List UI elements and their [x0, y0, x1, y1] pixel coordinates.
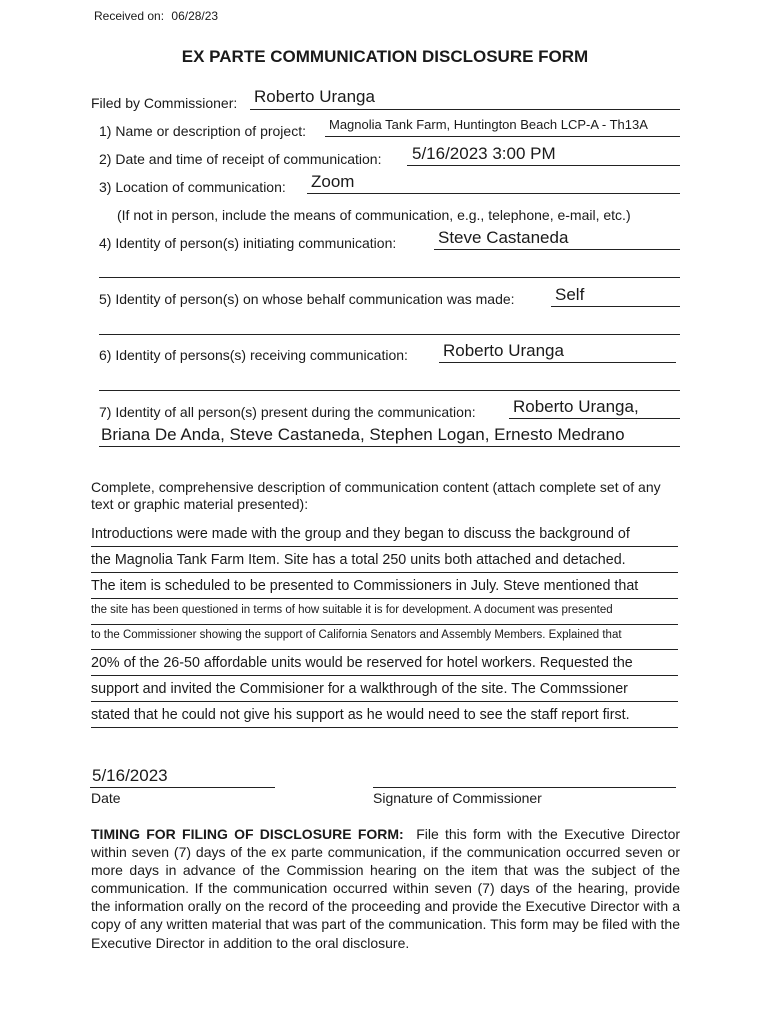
behalf-line — [551, 306, 680, 307]
description-line-1[interactable]: Introductions were made with the group and they began to discuss the background of — [91, 526, 630, 542]
project-label: 1) Name or description of project: — [99, 123, 306, 139]
signature-date-value[interactable]: 5/16/2023 — [92, 766, 168, 785]
description-rule — [91, 727, 678, 728]
description-line-3[interactable]: The item is scheduled to be presented to Commissioners in July. Steve mentioned that — [91, 578, 639, 594]
initiator-line — [434, 249, 680, 250]
description-rule — [91, 675, 678, 676]
datetime-line — [407, 165, 680, 166]
initiator-value[interactable]: Steve Castaneda — [438, 228, 569, 247]
behalf-label: 5) Identity of person(s) on whose behalf communication was made: — [99, 291, 515, 307]
behalf-line-2 — [99, 334, 680, 335]
received-date: 06/28/23 — [171, 9, 219, 23]
description-rule — [91, 572, 678, 573]
description-line-4[interactable]: the site has been questioned in terms of how suitable it is for development. A document was presented — [91, 604, 613, 616]
location-line — [307, 193, 680, 194]
present-line-2 — [99, 446, 680, 447]
receivers-value[interactable]: Roberto Uranga — [443, 341, 564, 360]
filed-by-label: Filed by Commissioner: — [91, 95, 238, 111]
description-rule — [91, 701, 678, 702]
signature-date-line — [90, 787, 275, 788]
received-stamp — [94, 9, 218, 23]
timing-heading: TIMING FOR FILING OF DISCLOSURE FORM: — [91, 826, 404, 842]
datetime-value[interactable]: 5/16/2023 3:00 PM — [412, 144, 556, 163]
project-line — [325, 136, 680, 137]
description-line-7[interactable]: support and invited the Commisioner for a walkthrough of the site. The Commssioner — [91, 681, 628, 697]
present-value[interactable]: Roberto Uranga, — [513, 397, 639, 416]
description-line-8[interactable]: stated that he could not give his support as he would need to see the staff report first. — [91, 707, 630, 723]
filed-by-line — [250, 109, 680, 110]
signature-line[interactable] — [373, 787, 676, 788]
project-value[interactable]: Magnolia Tank Farm, Huntington Beach LCP-A - Th13A — [329, 117, 648, 132]
present-value-line2[interactable]: Briana De Anda, Steve Castaneda, Stephen Logan, Ernesto Medrano — [101, 425, 625, 444]
description-rule — [91, 649, 678, 650]
page-title: EX PARTE COMMUNICATION DISCLOSURE FORM — [181, 47, 589, 66]
description-line-2[interactable]: the Magnolia Tank Farm Item. Site has a total 250 units both attached and detached. — [91, 552, 626, 568]
receivers-line-2 — [99, 390, 680, 391]
initiator-label: 4) Identity of person(s) initiating communication: — [99, 235, 397, 251]
present-line — [509, 418, 680, 419]
received-label: Received on: — [94, 9, 165, 23]
timing-body: File this form with the Executive Director within seven (7) days of the ex parte communication, if the communication occurred seven or more days in advance of the Commission hearing on the item that was the subject of the communication. If the communication occurred within seven (7) days of the hearing, provide the information orally on the record of the proceeding and provide the Executive Director with a copy of any written material that was part of the communication. This form may be filed with the Executive Director in addition to the oral disclosure. — [91, 826, 681, 951]
receivers-label: 6) Identity of persons(s) receiving communication: — [99, 347, 408, 363]
location-value[interactable]: Zoom — [311, 172, 355, 191]
datetime-label: 2) Date and time of receipt of communication: — [99, 151, 382, 167]
description-line-6[interactable]: 20% of the 26-50 affordable units would be reserved for hotel workers. Requested the — [91, 655, 633, 671]
initiator-line-2 — [99, 277, 680, 278]
signature-label: Signature of Commissioner — [373, 790, 542, 806]
description-rule — [91, 546, 678, 547]
receivers-line — [439, 362, 676, 363]
filed-by-value[interactable]: Roberto Uranga — [254, 87, 375, 106]
location-label: 3) Location of communication: — [99, 179, 286, 195]
present-label: 7) Identity of all person(s) present during the communication: — [99, 404, 476, 420]
description-line-5[interactable]: to the Commissioner showing the support of California Senators and Assembly Members. Explained that — [91, 629, 622, 641]
description-rule — [91, 624, 678, 625]
description-prompt: Complete, comprehensive description of communication content (attach complete set of any text or graphic material presented): — [91, 479, 661, 512]
signature-date-label: Date — [91, 790, 121, 806]
description-rule — [91, 598, 678, 599]
means-note: (If not in person, include the means of communication, e.g., telephone, e-mail, etc.) — [117, 207, 631, 223]
timing-instructions — [91, 825, 680, 952]
behalf-value[interactable]: Self — [555, 285, 585, 304]
